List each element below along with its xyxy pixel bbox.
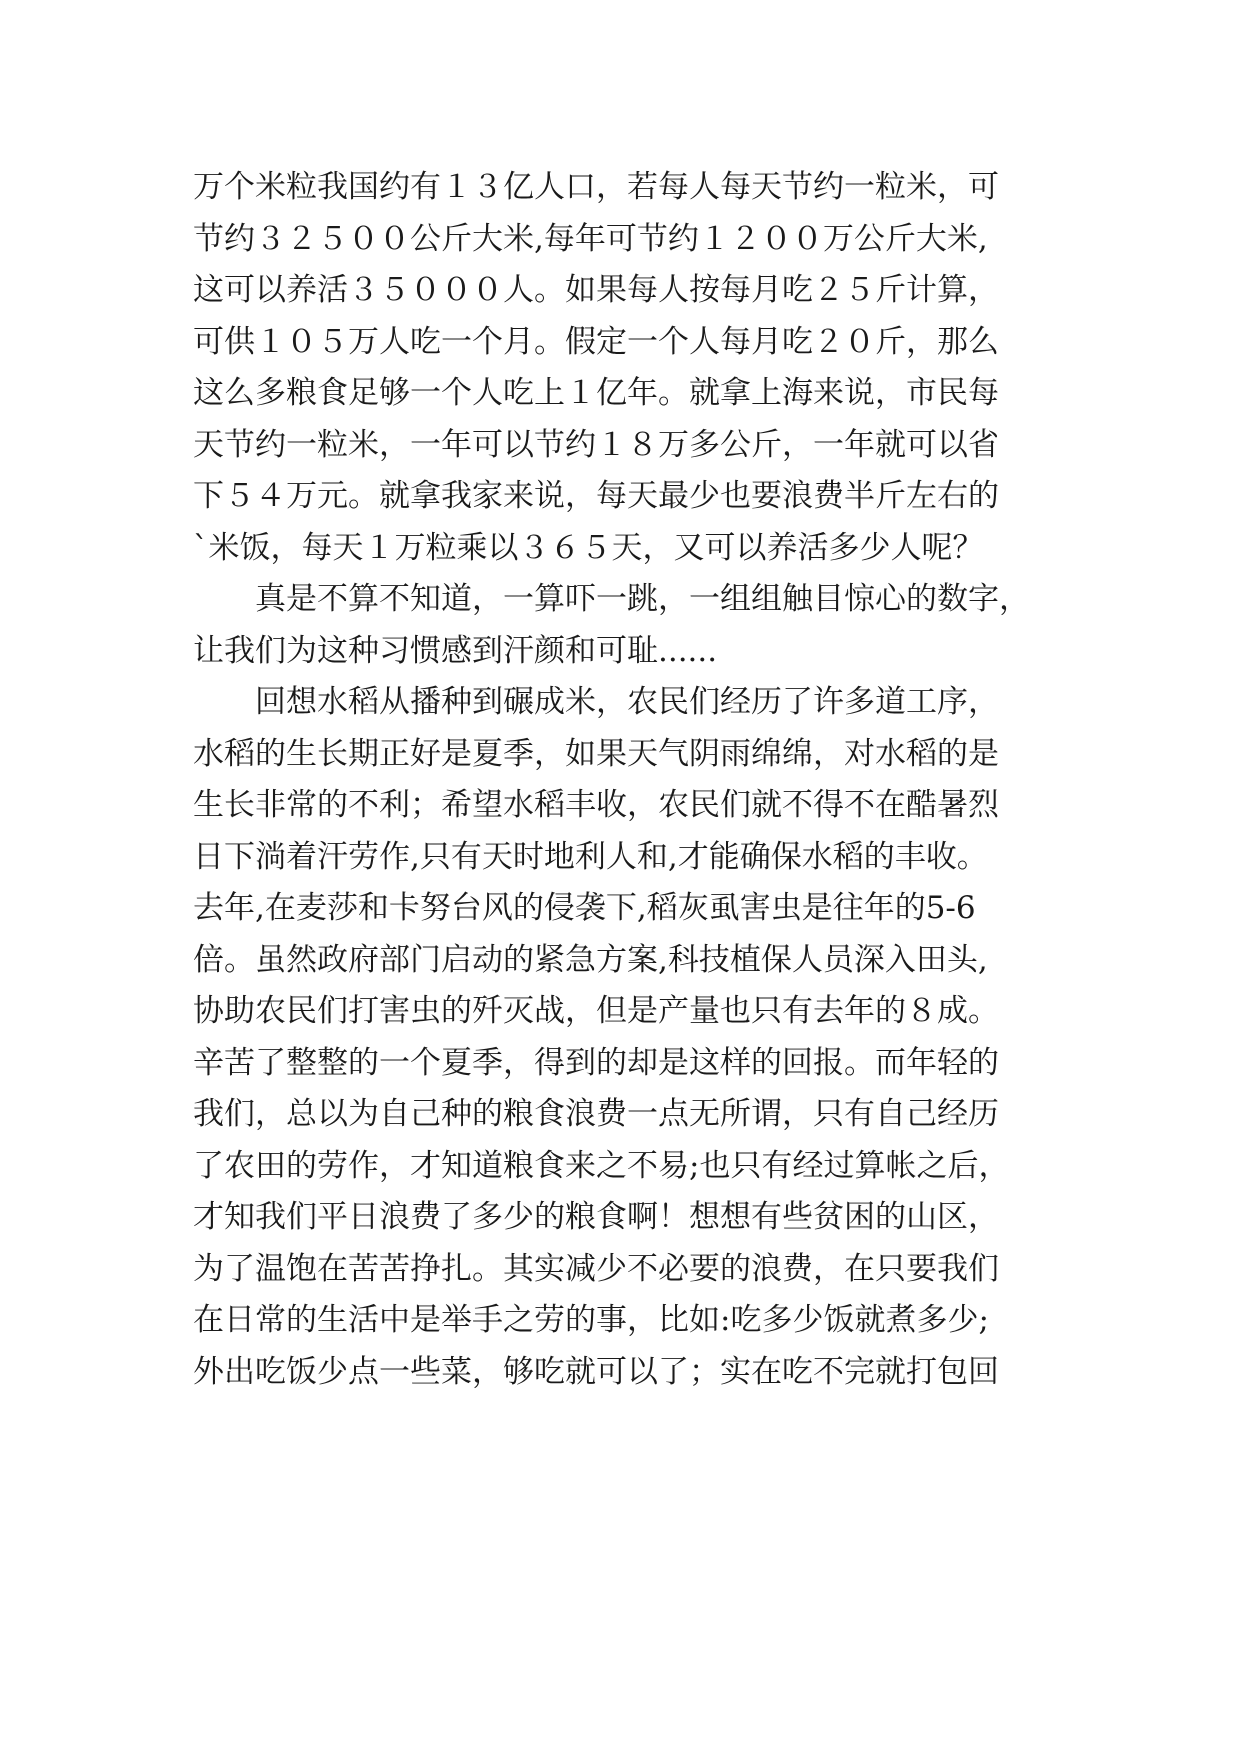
text-line: 了农田的劳作，才知道粮食来之不易;也只有经过算帐之后， [193, 1147, 1010, 1184]
text-line: 我们，总以为自己种的粮食浪费一点无所谓，只有自己经历 [193, 1096, 999, 1132]
text-line: 让我们为这种习惯感到汗颜和可耻...... [193, 632, 718, 669]
text-line: 可供１０５万人吃一个月。假定一个人每月吃２０斤，那么 [193, 323, 999, 360]
text-line: 才知我们平日浪费了多少的粮食啊！想想有些贫困的山区， [193, 1199, 999, 1235]
text-line: 天节约一粒米，一年可以节约１８万多公斤，一年就可以省 [193, 426, 999, 463]
text-line: 协助农民们打害虫的歼灭战，但是产量也只有去年的８成。 [193, 993, 999, 1029]
text-line: 为了温饱在苦苦挣扎。其实减少不必要的浪费，在只要我们 [193, 1250, 999, 1287]
text-line: 日下淌着汗劳作,只有天时地利人和,才能确保水稻的丰收。 [193, 838, 988, 875]
text-line: 下５４万元。就拿我家来说，每天最少也要浪费半斤左右的 [193, 478, 999, 514]
body-text [193, 162, 1093, 1398]
text-line: 回想水稻从播种到碾成米，农民们经历了许多道工序， [193, 684, 999, 720]
text-line: 水稻的生长期正好是夏季，如果天气阴雨绵绵，对水稻的是 [193, 735, 999, 772]
text-line: 这可以养活３５０００人。如果每人按每月吃２５斤计算， [193, 272, 999, 308]
text-line: 万个米粒我国约有１３亿人口，若每人每天节约一粒米，可 [193, 169, 999, 205]
text-line: 这么多粮食足够一个人吃上１亿年。就拿上海来说，市民每 [193, 375, 999, 411]
text-line: 节约３２５００公斤大米,每年可节约１２００万公斤大米, [193, 220, 988, 257]
text-line: 在日常的生活中是举手之劳的事，比如:吃多少饭就煮多少; [193, 1302, 989, 1338]
text-line: 生长非常的不利；希望水稻丰收，农民们就不得不在酷暑烈 [193, 787, 999, 823]
text-line: 去年,在麦莎和卡努台风的侵袭下,稻灰虱害虫是往年的5-6 [193, 890, 976, 926]
text-line: 真是不算不知道，一算吓一跳，一组组触目惊心的数字， [193, 581, 1030, 617]
text-line: 辛苦了整整的一个夏季，得到的却是这样的回报。而年轻的 [193, 1044, 999, 1081]
text-line: `米饭，每天１万粒乘以３６５天，又可以养活多少人呢？ [193, 529, 984, 566]
text-line: 倍。虽然政府部门启动的紧急方案,科技植保人员深入田头, [193, 941, 988, 978]
text-line: 外出吃饭少点一些菜，够吃就可以了；实在吃不完就打包回 [193, 1353, 999, 1390]
